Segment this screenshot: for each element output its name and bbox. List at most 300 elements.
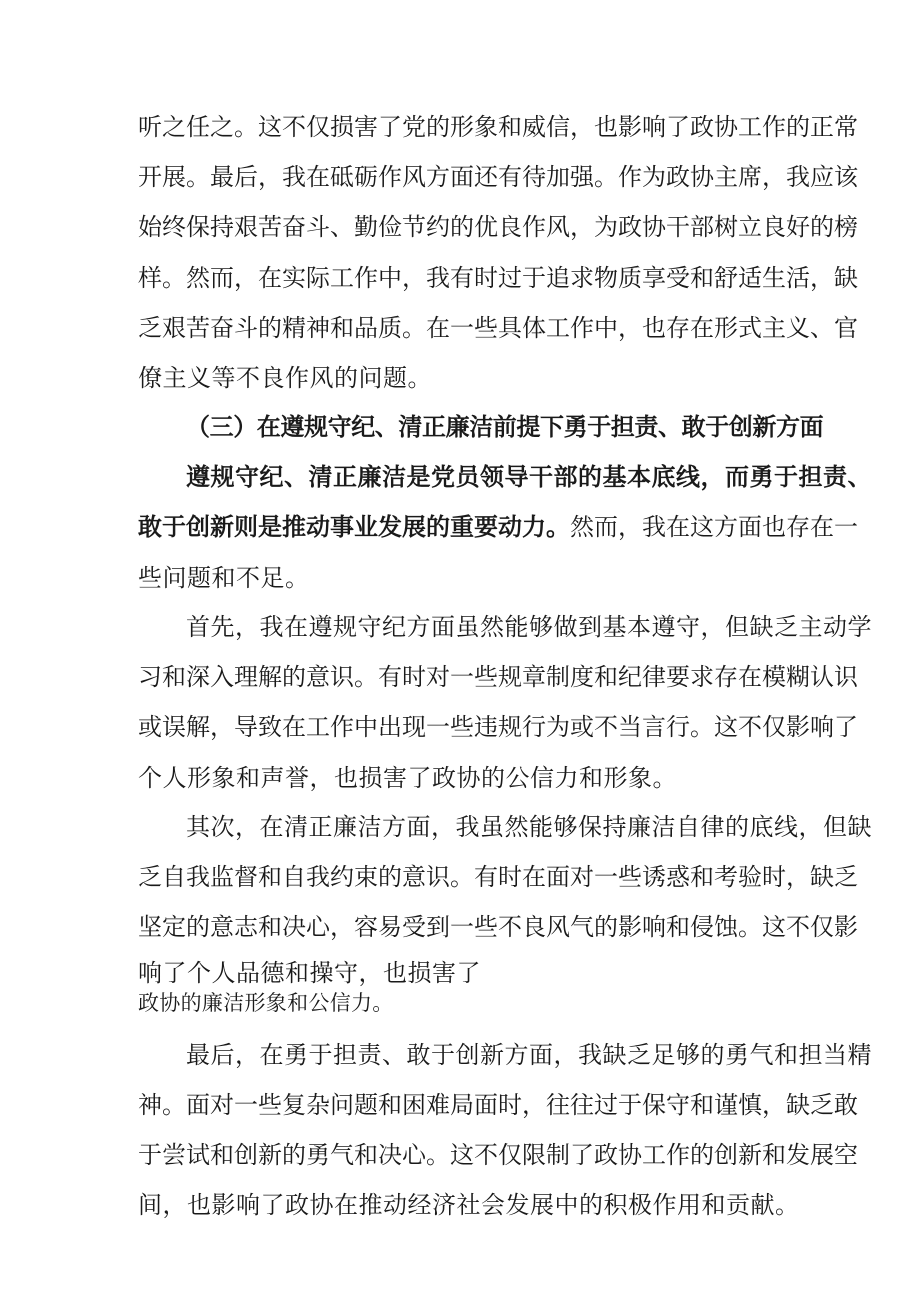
glyph: 决: [378, 1141, 402, 1169]
paragraph-4-line-5: 政协的廉洁形象和公信力。: [138, 991, 394, 1015]
glyph: 政: [618, 213, 642, 241]
glyph: 守: [666, 1091, 690, 1119]
glyph: 局: [450, 1091, 474, 1119]
glyph: 有: [450, 264, 474, 292]
glyph: 章: [522, 663, 546, 691]
glyph: 。: [738, 913, 762, 941]
glyph: 时: [762, 863, 786, 891]
glyph: 影: [834, 913, 858, 941]
glyph: 。: [690, 713, 714, 741]
glyph: 对: [570, 863, 594, 891]
glyph: 质: [378, 314, 402, 342]
glyph: 的: [810, 213, 834, 241]
glyph: 对: [210, 1091, 234, 1119]
glyph: 该: [834, 163, 858, 191]
glyph: 试: [186, 1141, 210, 1169]
glyph: 良: [522, 913, 546, 941]
paragraph-1-line-3: [138, 212, 858, 242]
glyph: 响: [810, 713, 834, 741]
glyph: 到: [426, 913, 450, 941]
glyph: 作: [330, 713, 354, 741]
glyph: 还: [474, 163, 498, 191]
glyph: 有: [498, 163, 522, 191]
glyph: 易: [378, 913, 402, 941]
glyph: 工: [642, 1141, 666, 1169]
glyph: 这: [762, 913, 786, 941]
glyph: ，: [522, 1091, 546, 1119]
glyph: 一: [450, 314, 474, 342]
glyph: 慎: [738, 1091, 762, 1119]
glyph: 于: [138, 1141, 162, 1169]
glyph: 仅: [306, 113, 330, 141]
glyph: 开: [138, 163, 162, 191]
glyph: 言: [642, 713, 666, 741]
glyph: 糊: [786, 663, 810, 691]
glyph: 害: [354, 113, 378, 141]
glyph: 舒: [714, 264, 738, 292]
paragraph-3-line-4: 个人形象和声誉，也损害了政协的公信力和形象。: [138, 764, 677, 792]
glyph: 干: [666, 213, 690, 241]
glyph: 意: [210, 913, 234, 941]
glyph: 求: [570, 264, 594, 292]
glyph: 些: [474, 314, 498, 342]
glyph: 具: [498, 314, 522, 342]
glyph: 有: [474, 863, 498, 891]
glyph: 创: [234, 1141, 258, 1169]
glyph: 这: [258, 113, 282, 141]
paragraph-5-line-2: [138, 1090, 858, 1120]
glyph: 当: [618, 713, 642, 741]
glyph: 或: [570, 713, 594, 741]
glyph: 尝: [162, 1141, 186, 1169]
paragraph-1-line-1: [138, 112, 858, 142]
glyph: 考: [714, 863, 738, 891]
glyph: 和: [258, 913, 282, 941]
glyph: 心: [306, 913, 330, 941]
glyph: 影: [618, 913, 642, 941]
normal-text: 然而，我在这方面也存在一: [570, 513, 858, 541]
glyph: 神: [138, 1091, 162, 1119]
glyph: 树: [714, 213, 738, 241]
glyph: 一: [594, 863, 618, 891]
glyph: 解: [186, 713, 210, 741]
glyph: 一: [234, 1091, 258, 1119]
glyph: 认: [810, 663, 834, 691]
glyph: 乏: [834, 863, 858, 891]
glyph: 良: [762, 213, 786, 241]
glyph: 面: [450, 163, 474, 191]
glyph: 乏: [138, 863, 162, 891]
glyph: 奋: [210, 314, 234, 342]
glyph: 席: [738, 163, 762, 191]
glyph: 和: [666, 913, 690, 941]
glyph: 奋: [282, 213, 306, 241]
glyph: 面: [474, 1091, 498, 1119]
glyph: 质: [618, 264, 642, 292]
glyph: 中: [378, 264, 402, 292]
glyph: 方: [426, 163, 450, 191]
glyph: 解: [258, 663, 282, 691]
glyph: 和: [210, 1141, 234, 1169]
glyph: ，: [762, 163, 786, 191]
glyph: 我: [186, 863, 210, 891]
glyph: 入: [210, 663, 234, 691]
glyph: 砥: [330, 163, 354, 191]
glyph: 。: [186, 163, 210, 191]
glyph: 于: [522, 264, 546, 292]
glyph: 识: [834, 663, 858, 691]
glyph: 节: [402, 213, 426, 241]
paragraph-5-line-1: 最后，在勇于担责、敢于创新方面，我缺乏足够的勇气和担当精: [186, 1041, 872, 1069]
glyph: 和: [690, 264, 714, 292]
paragraph-4-line-4: 响了个人品德和操守，也损害了: [138, 959, 481, 987]
glyph: 正: [810, 113, 834, 141]
glyph: 时: [474, 264, 498, 292]
glyph: 意: [402, 863, 426, 891]
glyph: 作: [354, 264, 378, 292]
glyph: 不: [474, 1141, 498, 1169]
section-heading: （三）在遵规守纪、清正廉洁前提下勇于担责、敢于创新方面: [186, 412, 824, 441]
glyph: 损: [330, 113, 354, 141]
paragraph-5-line-4: 间，也影响了政协在推动经济社会发展中的积极作用和贡献。: [138, 1191, 800, 1219]
glyph: 新: [738, 1141, 762, 1169]
glyph: ，: [258, 163, 282, 191]
glyph: 常: [834, 113, 858, 141]
glyph: 强: [570, 163, 594, 191]
glyph: 和: [378, 1091, 402, 1119]
glyph: 乏: [810, 1091, 834, 1119]
glyph: 创: [714, 1141, 738, 1169]
glyph: 体: [522, 314, 546, 342]
glyph: ，: [786, 863, 810, 891]
glyph: 求: [690, 663, 714, 691]
glyph: 物: [594, 264, 618, 292]
glyph: 风: [546, 213, 570, 241]
glyph: 不: [282, 113, 306, 141]
glyph: 缺: [786, 1091, 810, 1119]
glyph: 要: [666, 663, 690, 691]
glyph: 工: [330, 264, 354, 292]
glyph: 深: [186, 663, 210, 691]
glyph: 了: [570, 1141, 594, 1169]
glyph: 我: [306, 863, 330, 891]
glyph: 作: [522, 213, 546, 241]
glyph: 和: [690, 863, 714, 891]
glyph: ，: [570, 213, 594, 241]
glyph: 出: [378, 713, 402, 741]
glyph: 难: [426, 1091, 450, 1119]
glyph: 发: [786, 1141, 810, 1169]
glyph: 。: [354, 663, 378, 691]
glyph: 约: [330, 863, 354, 891]
glyph: ，: [810, 264, 834, 292]
glyph: 仅: [498, 1141, 522, 1169]
glyph: 工: [546, 314, 570, 342]
glyph: 仅: [762, 713, 786, 741]
glyph: 行: [522, 713, 546, 741]
glyph: 有: [378, 663, 402, 691]
glyph: 和: [162, 663, 186, 691]
glyph: 实: [282, 264, 306, 292]
glyph: 政: [690, 113, 714, 141]
glyph: 为: [546, 713, 570, 741]
paragraph-3-line-2: [138, 662, 858, 692]
glyph: 存: [666, 314, 690, 342]
glyph: 展: [810, 1141, 834, 1169]
glyph: 定: [162, 913, 186, 941]
glyph: 时: [498, 863, 522, 891]
glyph: 活: [786, 264, 810, 292]
glyph: 形: [714, 314, 738, 342]
bold-text: 敢于创新则是推动事业发展的重要动力。: [138, 512, 570, 541]
glyph: 影: [786, 713, 810, 741]
glyph: 督: [234, 863, 258, 891]
glyph: 约: [426, 213, 450, 241]
glyph: 限: [522, 1141, 546, 1169]
glyph: 误: [162, 713, 186, 741]
paragraph-1-line-6: 僚主义等不良作风的问题。: [138, 364, 432, 392]
glyph: 过: [594, 1091, 618, 1119]
glyph: 不: [498, 913, 522, 941]
glyph: 或: [138, 713, 162, 741]
glyph: 主: [762, 314, 786, 342]
glyph: 空: [834, 1141, 858, 1169]
glyph: 后: [234, 163, 258, 191]
glyph: 了: [378, 113, 402, 141]
glyph: 度: [570, 663, 594, 691]
glyph: 。: [594, 163, 618, 191]
glyph: 应: [810, 163, 834, 191]
glyph: 在: [426, 314, 450, 342]
glyph: 不: [594, 713, 618, 741]
glyph: 中: [594, 314, 618, 342]
glyph: 心: [402, 1141, 426, 1169]
glyph: 的: [786, 113, 810, 141]
glyph: 了: [834, 713, 858, 741]
glyph: 良: [498, 213, 522, 241]
glyph: 风: [402, 163, 426, 191]
glyph: 影: [618, 113, 642, 141]
glyph: 展: [162, 163, 186, 191]
glyph: 作: [666, 1141, 690, 1169]
glyph: 和: [354, 1141, 378, 1169]
glyph: 协: [642, 213, 666, 241]
glyph: 斗: [234, 314, 258, 342]
glyph: 中: [354, 713, 378, 741]
glyph: 坚: [138, 913, 162, 941]
glyph: 气: [330, 1141, 354, 1169]
paragraph-3-line-1: 首先，我在遵规守纪方面虽然能够做到基本遵守，但缺乏主动学: [186, 613, 872, 641]
glyph: 敢: [834, 1091, 858, 1119]
glyph: 斗: [306, 213, 330, 241]
glyph: 不: [786, 913, 810, 941]
glyph: 束: [354, 863, 378, 891]
glyph: 受: [666, 264, 690, 292]
glyph: 面: [546, 863, 570, 891]
glyph: 规: [498, 663, 522, 691]
glyph: 。: [426, 1141, 450, 1169]
glyph: 生: [762, 264, 786, 292]
glyph: 这: [450, 1141, 474, 1169]
glyph: 也: [594, 113, 618, 141]
glyph: 和: [330, 314, 354, 342]
glyph: 复: [282, 1091, 306, 1119]
glyph: 保: [186, 213, 210, 241]
glyph: 些: [474, 913, 498, 941]
glyph: 作: [762, 113, 786, 141]
glyph: 义: [786, 314, 810, 342]
glyph: 些: [618, 863, 642, 891]
glyph: 政: [594, 1141, 618, 1169]
glyph: 艰: [162, 314, 186, 342]
glyph: 然: [186, 264, 210, 292]
glyph: 俭: [378, 213, 402, 241]
glyph: ，: [618, 314, 642, 342]
glyph: 的: [186, 913, 210, 941]
glyph: 追: [546, 264, 570, 292]
glyph: 新: [258, 1141, 282, 1169]
glyph: 监: [210, 863, 234, 891]
glyph: 缺: [810, 863, 834, 891]
glyph: 响: [642, 913, 666, 941]
glyph: 信: [546, 113, 570, 141]
glyph: 导: [234, 713, 258, 741]
glyph: 缺: [834, 264, 858, 292]
paragraph-4-line-1: 其次，在清正廉洁方面，我虽然能够保持廉洁自律的底线，但缺: [186, 813, 872, 841]
glyph: ，: [570, 113, 594, 141]
glyph: 好: [786, 213, 810, 241]
glyph: 响: [642, 113, 666, 141]
glyph: 面: [186, 1091, 210, 1119]
glyph: 、: [810, 314, 834, 342]
paragraph-5-line-3: [138, 1140, 858, 1170]
glyph: 现: [402, 713, 426, 741]
glyph: 在: [282, 713, 306, 741]
glyph: 的: [450, 213, 474, 241]
glyph: 享: [642, 264, 666, 292]
glyph: 的: [378, 863, 402, 891]
glyph: 最: [210, 163, 234, 191]
glyph: 受: [402, 913, 426, 941]
glyph: 些: [450, 713, 474, 741]
glyph: 的: [594, 913, 618, 941]
glyph: 困: [402, 1091, 426, 1119]
glyph: 在: [306, 163, 330, 191]
glyph: 规: [498, 713, 522, 741]
glyph: 任: [186, 113, 210, 141]
glyph: 听: [138, 113, 162, 141]
glyph: 精: [282, 314, 306, 342]
glyph: 的: [282, 663, 306, 691]
glyph: 立: [738, 213, 762, 241]
glyph: 作: [570, 314, 594, 342]
glyph: 我: [786, 163, 810, 191]
glyph: 加: [546, 163, 570, 191]
glyph: 往: [570, 1091, 594, 1119]
glyph: 和: [258, 863, 282, 891]
glyph: 苦: [186, 314, 210, 342]
glyph: 而: [210, 264, 234, 292]
glyph: 待: [522, 163, 546, 191]
glyph: 和: [690, 1091, 714, 1119]
glyph: ，: [402, 264, 426, 292]
glyph: 工: [306, 713, 330, 741]
glyph: ，: [762, 1091, 786, 1119]
glyph: 协: [690, 163, 714, 191]
paragraph-1-line-2: [138, 162, 858, 192]
glyph: 对: [426, 663, 450, 691]
glyph: 时: [402, 663, 426, 691]
glyph: 苦: [258, 213, 282, 241]
glyph: 自: [162, 863, 186, 891]
glyph: 些: [474, 663, 498, 691]
glyph: 在: [690, 314, 714, 342]
glyph: 之: [162, 113, 186, 141]
glyph: 持: [210, 213, 234, 241]
glyph: 一: [450, 663, 474, 691]
glyph: 惑: [666, 863, 690, 891]
glyph: 作: [618, 163, 642, 191]
glyph: 协: [618, 1141, 642, 1169]
glyph: 风: [546, 913, 570, 941]
glyph: 时: [498, 1091, 522, 1119]
glyph: 神: [306, 314, 330, 342]
glyph: 不: [738, 713, 762, 741]
glyph: 仅: [810, 913, 834, 941]
glyph: 识: [330, 663, 354, 691]
glyph: 诱: [642, 863, 666, 891]
glyph: 工: [738, 113, 762, 141]
glyph: 象: [474, 113, 498, 141]
paragraph-4-line-2: [138, 862, 858, 892]
glyph: 部: [690, 213, 714, 241]
glyph: 和: [498, 113, 522, 141]
glyph: 志: [234, 913, 258, 941]
glyph: 杂: [306, 1091, 330, 1119]
glyph: 也: [642, 314, 666, 342]
glyph: 勤: [354, 213, 378, 241]
glyph: 制: [546, 663, 570, 691]
glyph: 的: [426, 113, 450, 141]
glyph: 形: [450, 113, 474, 141]
glyph: 。: [162, 264, 186, 292]
glyph: 。: [162, 1091, 186, 1119]
glyph: 和: [762, 1141, 786, 1169]
glyph: 的: [258, 314, 282, 342]
glyph: 际: [306, 264, 330, 292]
glyph: 自: [282, 863, 306, 891]
glyph: 乏: [138, 314, 162, 342]
glyph: 品: [354, 314, 378, 342]
glyph: 。: [234, 113, 258, 141]
glyph: 、: [330, 213, 354, 241]
glyph: 终: [162, 213, 186, 241]
glyph: 制: [546, 1141, 570, 1169]
glyph: 违: [474, 713, 498, 741]
glyph: 存: [714, 663, 738, 691]
glyph: 作: [378, 163, 402, 191]
glyph: 理: [234, 663, 258, 691]
glyph: 我: [426, 264, 450, 292]
glyph: 式: [738, 314, 762, 342]
glyph: 过: [498, 264, 522, 292]
glyph: ，: [234, 264, 258, 292]
glyph: 纪: [618, 663, 642, 691]
glyph: 往: [546, 1091, 570, 1119]
glyph: 保: [642, 1091, 666, 1119]
glyph: 官: [834, 314, 858, 342]
glyph: 协: [714, 113, 738, 141]
